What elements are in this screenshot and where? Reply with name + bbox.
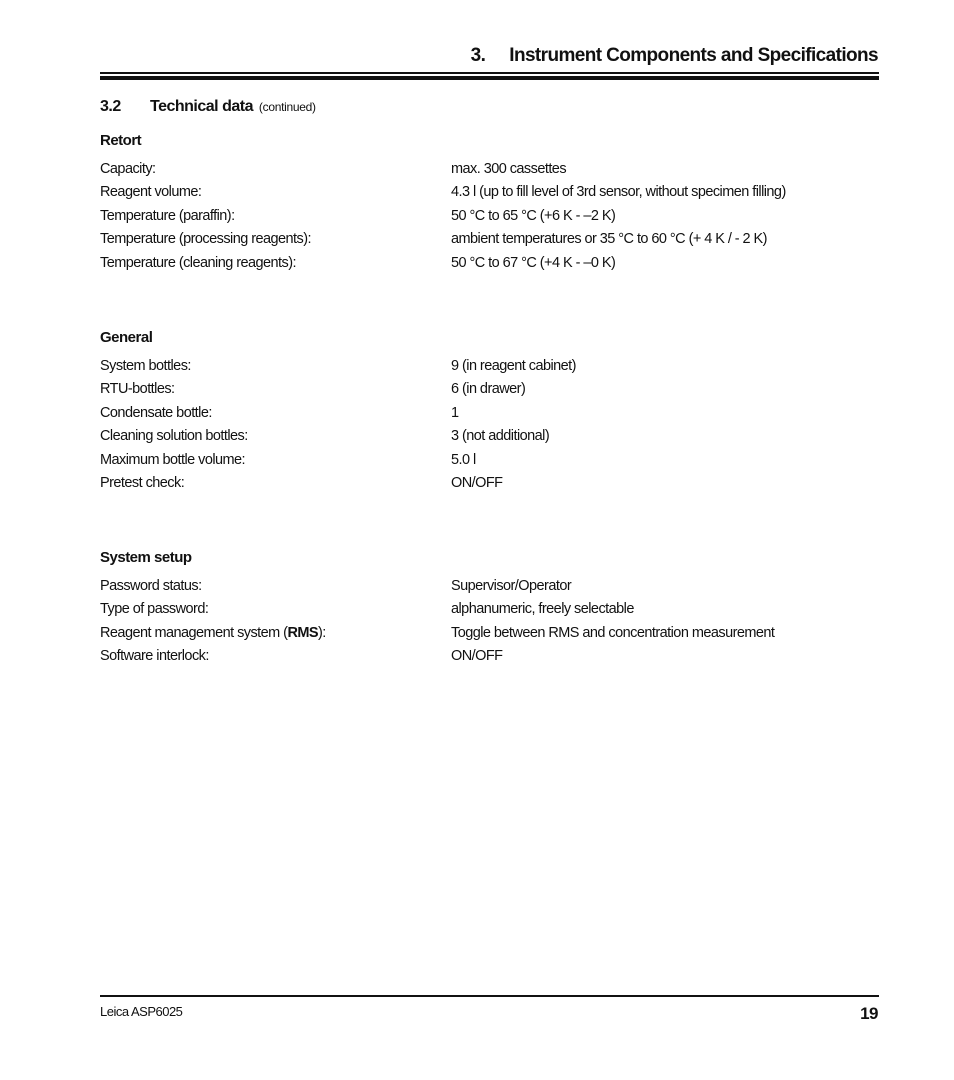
section-heading bbox=[100, 98, 316, 116]
spec-value: 9 (in reagent cabinet) bbox=[451, 358, 576, 374]
section-number: 3.2 bbox=[100, 98, 121, 115]
spec-value: max. 300 cassettes bbox=[451, 161, 567, 177]
page-number: 19 bbox=[860, 1004, 878, 1023]
spec-label: Reagent volume: bbox=[100, 184, 202, 201]
footer-product: Leica ASP6025 bbox=[100, 1004, 183, 1019]
spec-label: Cleaning solution bottles: bbox=[100, 428, 248, 445]
system-setup-group bbox=[100, 546, 879, 669]
spec-row bbox=[100, 158, 879, 181]
spec-value: 3 (not additional) bbox=[451, 428, 550, 445]
spec-row bbox=[100, 645, 879, 668]
spec-row bbox=[100, 449, 879, 472]
spec-label: RTU-bottles: bbox=[100, 381, 175, 398]
spec-label: Pretest check: bbox=[100, 474, 185, 491]
spec-row bbox=[100, 205, 879, 228]
spec-value: alphanumeric, freely selectable bbox=[451, 601, 634, 618]
chapter-title: Instrument Components and Specifications bbox=[509, 45, 878, 66]
spec-label: Maximum bottle volume: bbox=[100, 451, 246, 468]
spec-row bbox=[100, 425, 879, 448]
spec-label-prefix: Reagent management system ( bbox=[100, 624, 288, 641]
spec-label: System bottles: bbox=[100, 358, 191, 374]
spec-value: 4.3 l (up to fill level of 3rd sensor, without specimen filling) bbox=[451, 184, 786, 201]
spec-value: 50 °C to 65 °C (+6 K - –2 K) bbox=[451, 207, 616, 224]
spec-row bbox=[100, 622, 879, 645]
spec-value: Toggle between RMS and concentration measurement bbox=[451, 624, 775, 641]
spec-row bbox=[100, 598, 879, 621]
spec-value: ON/OFF bbox=[451, 648, 503, 665]
section-note: (continued) bbox=[258, 100, 316, 114]
spec-row bbox=[100, 378, 879, 401]
footer-rule bbox=[100, 995, 879, 997]
spec-label: Password status: bbox=[100, 578, 202, 594]
spec-row bbox=[100, 252, 879, 275]
spec-value: ON/OFF bbox=[451, 474, 503, 491]
group-title-general: General bbox=[100, 329, 153, 346]
header-rule-thin bbox=[100, 72, 879, 74]
group-title-retort: Retort bbox=[100, 132, 142, 149]
spec-value: 6 (in drawer) bbox=[451, 381, 526, 398]
spec-row bbox=[100, 355, 879, 378]
spec-label: Temperature (paraffin): bbox=[100, 207, 235, 224]
spec-label: Condensate bottle: bbox=[100, 404, 212, 421]
chapter-number: 3. bbox=[470, 45, 486, 66]
spec-row bbox=[100, 575, 879, 598]
spec-row bbox=[100, 181, 879, 204]
spec-row bbox=[100, 472, 879, 495]
general-group bbox=[100, 326, 879, 495]
spec-value: 1 bbox=[451, 404, 459, 421]
header-rule-thick bbox=[100, 76, 879, 80]
spec-label: Software interlock: bbox=[100, 648, 209, 665]
spec-value: 5.0 l bbox=[451, 451, 476, 468]
spec-label bbox=[100, 622, 451, 645]
spec-label: Type of password: bbox=[100, 601, 209, 618]
spec-value: Supervisor/Operator bbox=[451, 578, 572, 594]
retort-group bbox=[100, 129, 879, 275]
spec-label-acronym: RMS bbox=[287, 624, 319, 641]
spec-label: Temperature (processing reagents): bbox=[100, 231, 311, 248]
chapter-heading bbox=[471, 45, 878, 67]
spec-label: Capacity: bbox=[100, 161, 156, 177]
spec-label-suffix: ): bbox=[318, 624, 326, 641]
spec-row bbox=[100, 402, 879, 425]
spec-value: ambient temperatures or 35 °C to 60 °C (+ 4 K / - 2 K) bbox=[451, 231, 767, 248]
group-title-system-setup: System setup bbox=[100, 549, 192, 566]
section-title: Technical data bbox=[150, 98, 253, 115]
spec-label: Temperature (cleaning reagents): bbox=[100, 254, 296, 271]
spec-value: 50 °C to 67 °C (+4 K - –0 K) bbox=[451, 254, 616, 271]
spec-row bbox=[100, 228, 879, 251]
